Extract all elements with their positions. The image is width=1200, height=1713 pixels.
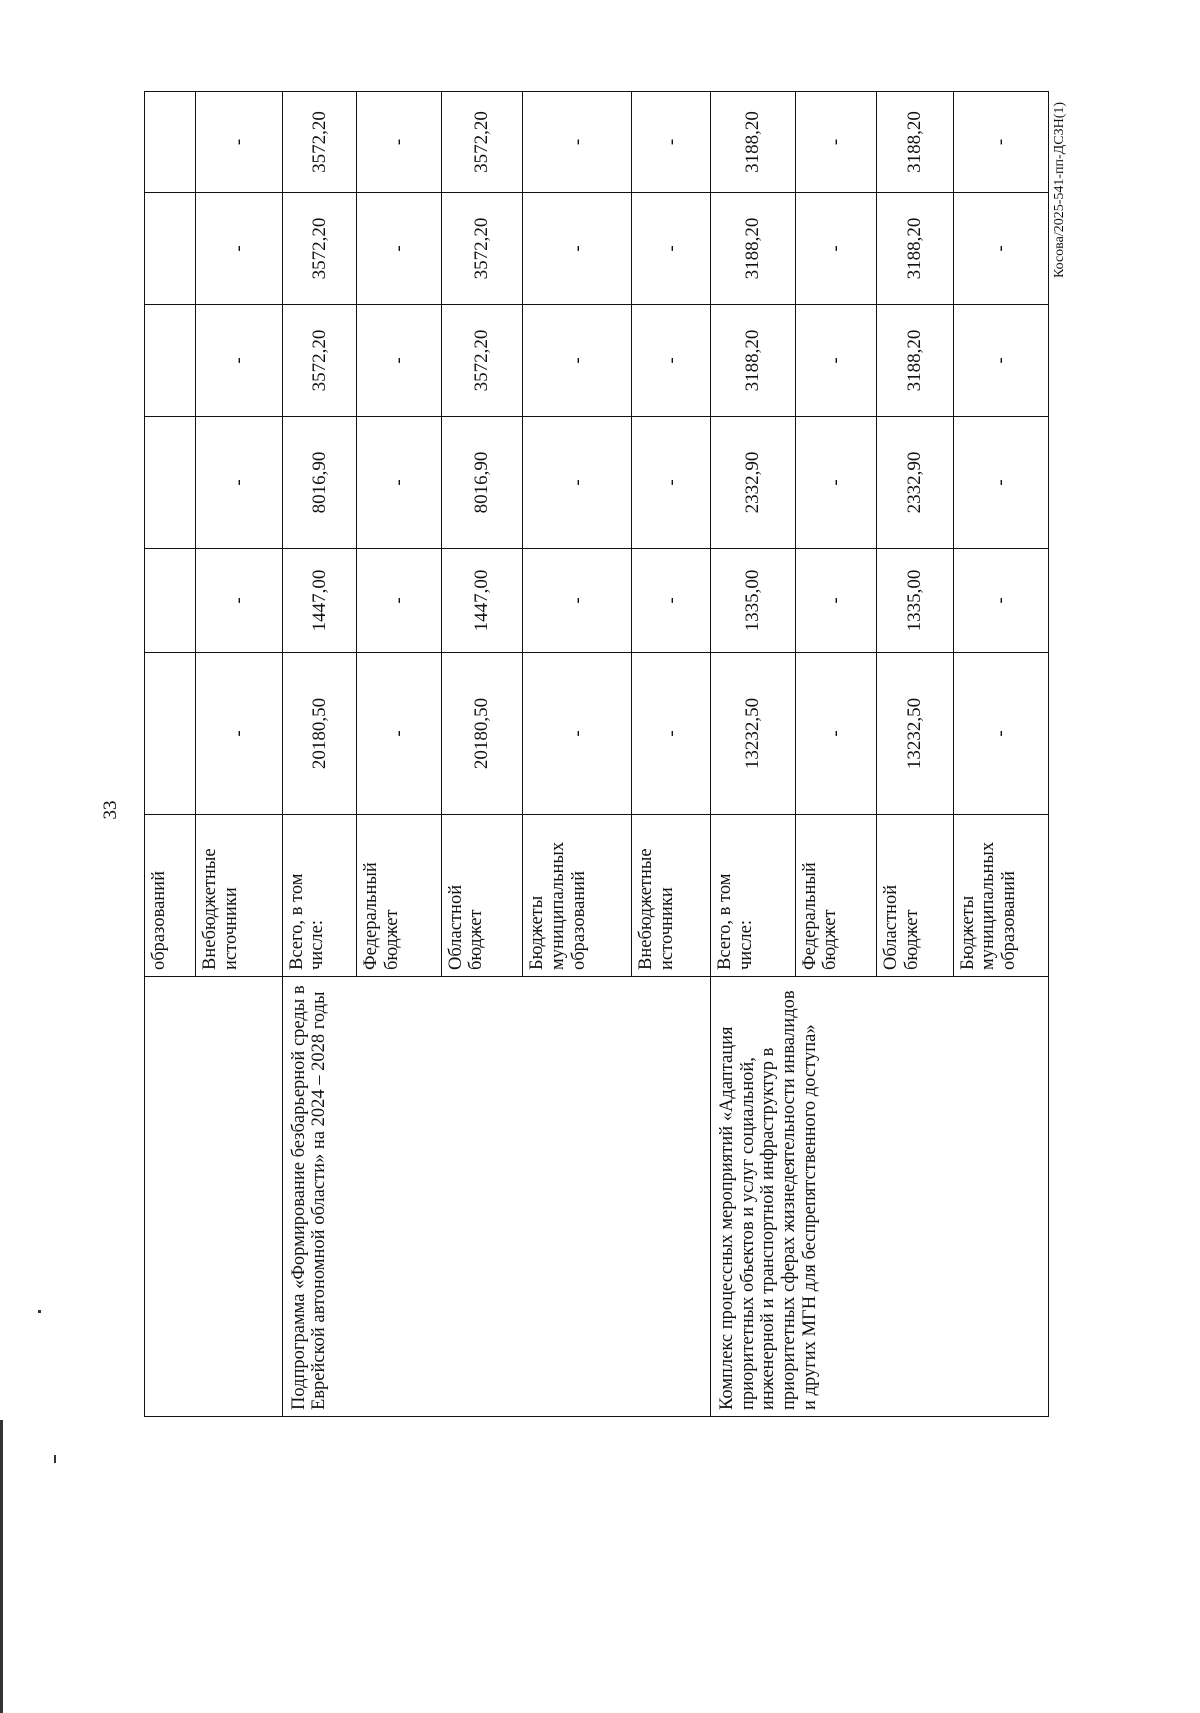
value-cell: 3188,20: [710, 305, 795, 417]
value-cell: 1335,00: [710, 549, 795, 653]
table-row: [145, 92, 196, 1417]
value-cell: -: [632, 305, 710, 417]
process-complex-title: Комплекс процессных мероприятий «Адаптация приоритетных объектов и услуг социальной, инженерной и транспортной инфраструктур в приоритетных сферах жизнедеятельности инвалидов и других МГН для беспрепятственного доступа»: [710, 977, 1048, 1417]
value-cell: -: [195, 549, 282, 653]
value-cell: 3188,20: [877, 92, 953, 193]
value-cell: -: [523, 549, 632, 653]
source-cell: Федеральный бюджет: [795, 815, 877, 977]
value-cell: -: [953, 549, 1048, 653]
source-cell: Внебюджетные источники: [195, 815, 282, 977]
value-cell: [145, 92, 196, 193]
value-cell: 8016,90: [441, 417, 523, 549]
value-cell: -: [795, 305, 877, 417]
source-cell: Бюджеты муниципальных образований: [523, 815, 632, 977]
value-cell: 13232,50: [877, 653, 953, 815]
value-cell: 20180,50: [441, 653, 523, 815]
value-cell: -: [523, 653, 632, 815]
budget-table-container: [144, 92, 1049, 1417]
source-cell: Всего, в том числе:: [710, 815, 795, 977]
value-cell: 13232,50: [710, 653, 795, 815]
value-cell: 3188,20: [877, 193, 953, 305]
value-cell: 3572,20: [441, 305, 523, 417]
value-cell: -: [953, 193, 1048, 305]
table-row: [710, 92, 795, 1417]
scan-artifact: [0, 1420, 3, 1713]
value-cell: -: [356, 305, 441, 417]
source-cell: образований: [145, 815, 196, 977]
value-cell: -: [523, 417, 632, 549]
value-cell: -: [356, 417, 441, 549]
table-row: [282, 92, 356, 1417]
value-cell: [145, 653, 196, 815]
source-cell: Всего, в том числе:: [282, 815, 356, 977]
value-cell: 3572,20: [282, 92, 356, 193]
value-cell: 1447,00: [282, 549, 356, 653]
value-cell: -: [795, 417, 877, 549]
value-cell: 2332,90: [877, 417, 953, 549]
value-cell: -: [195, 92, 282, 193]
value-cell: 3572,20: [282, 193, 356, 305]
value-cell: -: [795, 549, 877, 653]
program-cell: [145, 977, 283, 1417]
value-cell: -: [356, 92, 441, 193]
value-cell: 3188,20: [710, 92, 795, 193]
source-cell: Областной бюджет: [441, 815, 523, 977]
source-cell: Бюджеты муниципальных образований: [953, 815, 1048, 977]
page-number: 33: [100, 800, 121, 820]
value-cell: 3572,20: [282, 305, 356, 417]
value-cell: 20180,50: [282, 653, 356, 815]
value-cell: 1447,00: [441, 549, 523, 653]
value-cell: -: [795, 653, 877, 815]
value-cell: -: [356, 549, 441, 653]
value-cell: -: [632, 549, 710, 653]
scan-artifact: [38, 1310, 41, 1313]
value-cell: [145, 549, 196, 653]
subprogram-title: Подпрограмма «Формирование безбарьерной среды в Еврейской автономной области» на 2024 – 2028 годы: [282, 977, 710, 1417]
source-cell: Федеральный бюджет: [356, 815, 441, 977]
value-cell: -: [356, 653, 441, 815]
value-cell: -: [632, 193, 710, 305]
value-cell: [145, 305, 196, 417]
value-cell: -: [523, 193, 632, 305]
value-cell: [145, 417, 196, 549]
budget-table: [144, 91, 1049, 1417]
value-cell: 1335,00: [877, 549, 953, 653]
value-cell: -: [795, 193, 877, 305]
value-cell: -: [195, 417, 282, 549]
scan-artifact: [54, 1455, 56, 1463]
value-cell: -: [953, 305, 1048, 417]
value-cell: -: [953, 92, 1048, 193]
value-cell: 3188,20: [710, 193, 795, 305]
value-cell: 2332,90: [710, 417, 795, 549]
value-cell: -: [953, 653, 1048, 815]
value-cell: 8016,90: [282, 417, 356, 549]
value-cell: 3572,20: [441, 92, 523, 193]
value-cell: -: [953, 417, 1048, 549]
value-cell: -: [195, 305, 282, 417]
value-cell: -: [523, 305, 632, 417]
value-cell: -: [632, 92, 710, 193]
value-cell: [145, 193, 196, 305]
value-cell: -: [356, 193, 441, 305]
source-cell: Областной бюджет: [877, 815, 953, 977]
value-cell: -: [195, 653, 282, 815]
value-cell: -: [523, 92, 632, 193]
value-cell: -: [195, 193, 282, 305]
value-cell: 3188,20: [877, 305, 953, 417]
source-cell: Внебюджетные источники: [632, 815, 710, 977]
value-cell: -: [632, 417, 710, 549]
value-cell: -: [795, 92, 877, 193]
document-code-text: Косова/2025-541-пп-ДСЗН(1): [1052, 101, 1068, 279]
value-cell: 3572,20: [441, 193, 523, 305]
value-cell: -: [632, 653, 710, 815]
